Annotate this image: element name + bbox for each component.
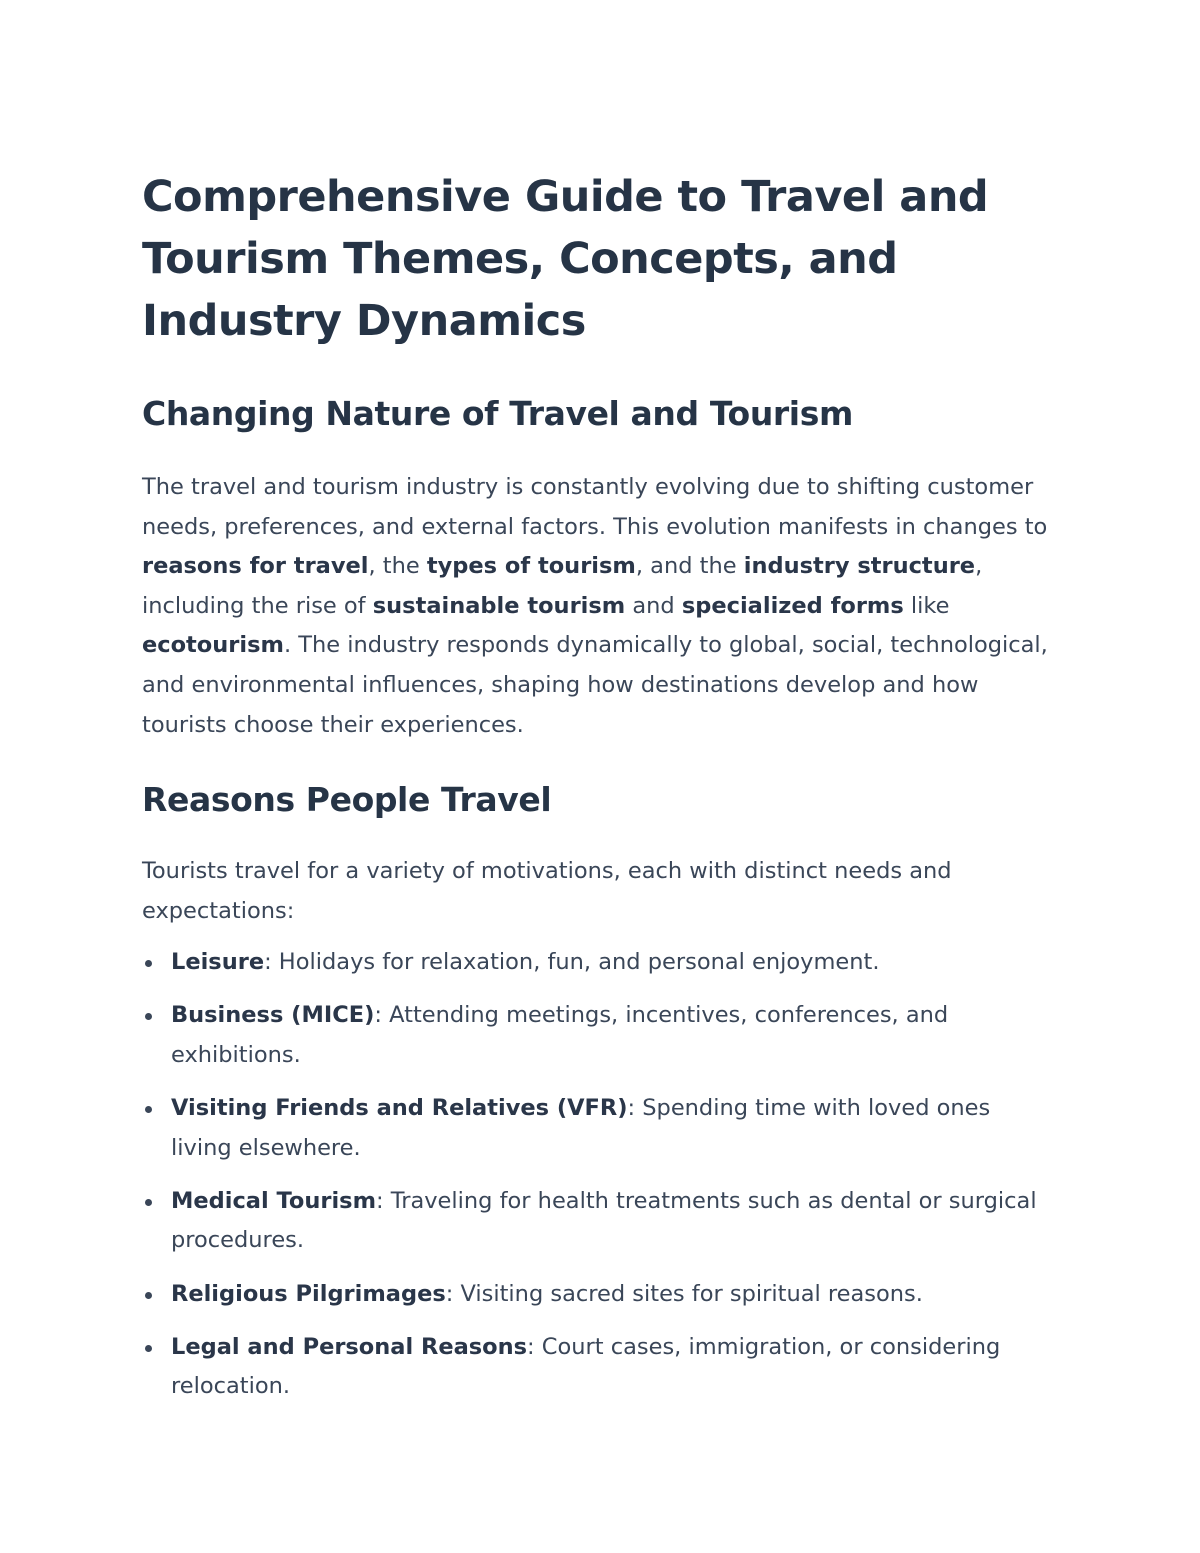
list-item-desc: : Court cases, immigration, or considering relocation.	[171, 1333, 1001, 1400]
section-heading-changing-nature: Changing Nature of Travel and Tourism	[142, 394, 853, 433]
list-item	[142, 1328, 1057, 1407]
bullet-icon	[145, 1106, 152, 1113]
emphasis-sustainable-tourism: sustainable tourism	[372, 592, 626, 619]
section-heading-reasons-people-travel: Reasons People Travel	[142, 780, 552, 820]
list-item-desc: : Spending time with loved ones living elsewhere.	[171, 1095, 991, 1161]
bullet-icon	[145, 1013, 152, 1020]
emphasis-industry-structure: industry structure	[743, 553, 976, 580]
emphasis-types-of-tourism: types of tourism	[426, 553, 636, 580]
bullet-icon	[145, 960, 152, 967]
emphasis-specialized-forms: specialized forms	[681, 592, 904, 619]
reasons-list	[142, 943, 1057, 1406]
list-item	[142, 1182, 1057, 1261]
list-item-term: Legal and Personal Reasons	[171, 1333, 528, 1360]
list-item-desc: : Holidays for relaxation, fun, and personal enjoyment.	[264, 949, 880, 976]
list-item-term: Medical Tourism	[171, 1187, 377, 1214]
emphasis-reasons-for-travel: reasons for travel	[142, 553, 369, 580]
list-item	[142, 1089, 1057, 1168]
bullet-icon	[145, 1345, 152, 1352]
list-item-term: Visiting Friends and Relatives (VFR)	[171, 1095, 628, 1122]
list-item	[142, 1275, 1057, 1315]
list-item-desc: : Attending meetings, incentives, conferences, and exhibitions.	[171, 1002, 949, 1069]
list-item	[142, 943, 1057, 983]
list-item-term: Religious Pilgrimages	[171, 1280, 446, 1307]
section-intro-reasons: Tourists travel for a variety of motivations, each with distinct needs and expectations:	[142, 858, 952, 924]
bullet-icon	[145, 1199, 152, 1206]
list-item-desc: : Visiting sacred sites for spiritual reasons.	[445, 1280, 923, 1307]
list-item	[142, 996, 1057, 1075]
section-paragraph-changing-nature: The travel and tourism industry is constantly evolving due to shifting customer needs, preferences, and external factors. This evolution manifests in changes to reasons for travel, the types of tourism, and the industry structure, including the rise of sustainable tourism and specialized forms like ecotourism. The industry responds dynamically to global, social, technological, and environmental influences, shaping how destinations develop and how tourists choose their experiences.	[142, 474, 1048, 738]
list-item-desc: : Traveling for health treatments such as dental or surgical procedures.	[171, 1187, 1037, 1254]
document-title: Comprehensive Guide to Travel and Tourism Themes, Concepts, and Industry Dynamics	[142, 172, 989, 346]
bullet-icon	[145, 1292, 152, 1299]
list-item-term: Leisure	[171, 949, 265, 976]
emphasis-ecotourism: ecotourism	[142, 632, 284, 659]
list-item-term: Business (MICE)	[171, 1002, 375, 1029]
document-page	[142, 166, 1057, 1420]
